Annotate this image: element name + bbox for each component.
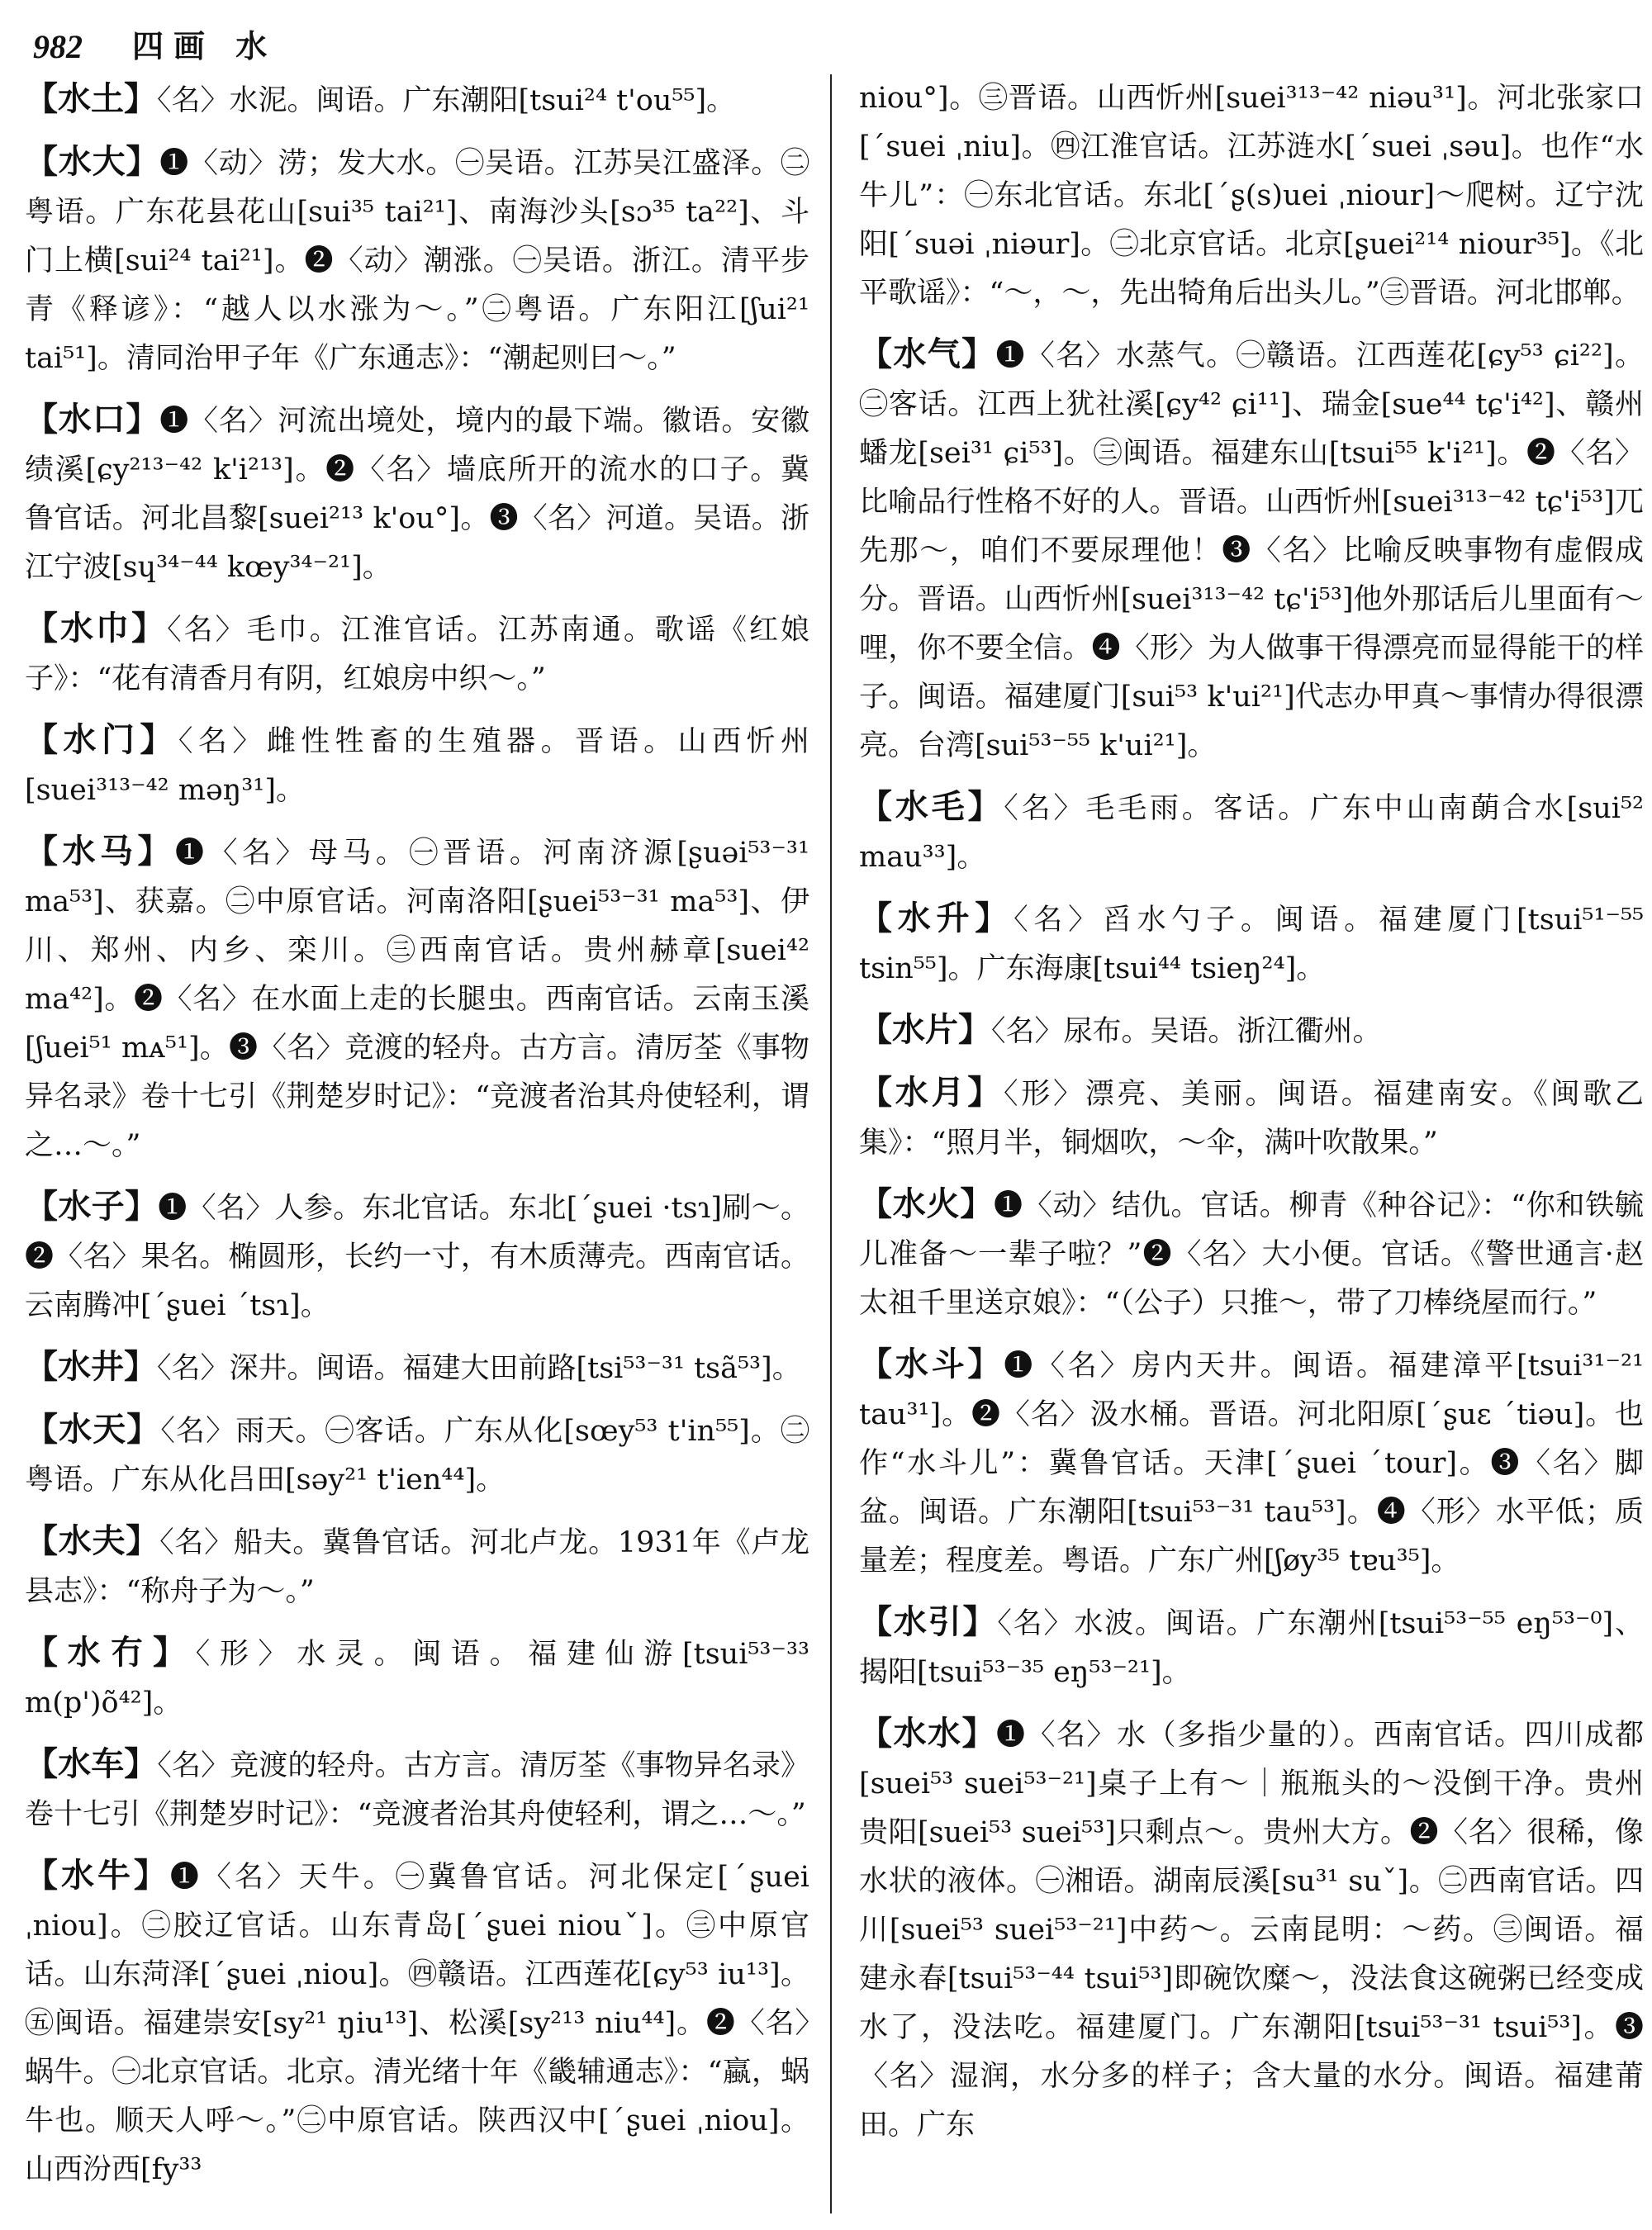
entry-headword: 【水引】 [859,1602,998,1641]
left-column [25,74,809,2213]
column-divider [830,74,832,2213]
entry-definition: 〈名〉船夫。冀鲁官话。河北卢龙。1931年《卢龙县志》：“称舟子为～。” [25,1526,809,1608]
entry-headword: 【水门】 [25,720,178,759]
entry-definition: 〈名〉尿布。吴语。浙江衢州。 [991,1015,1382,1048]
dictionary-entry [25,74,809,126]
dictionary-entry [859,782,1644,882]
entry-definition: ❶〈名〉母马。㊀晋语。河南济源[ʂuəi⁵³⁻³¹ ma⁵³]、获嘉。㊁中原官话。河南洛阳[ʂuei⁵³⁻³¹ ma⁵³]、伊川、郑州、内乡、栾川。㊂西南官话。贵州赫章[suei⁴² ma⁴²]。❷〈名〉在水面上走的长腿虫。西南官话。云南玉溪[ʃuei⁵¹ mᴀ⁵¹]。❸〈名〉竞渡的轻舟。古方言。清厉荃《事物异名录》卷十七引《荆楚岁时记》：“竞渡者治其舟使轻利，谓之…～。” [25,837,809,1162]
entry-definition: 〈名〉竞渡的轻舟。古方言。清厉荃《事物异名录》卷十七引《荆楚岁时记》：“竞渡者治其舟使轻利，谓之…～。” [25,1749,809,1831]
entry-definition: 〈名〉舀水勺子。闽语。福建厦门[tsui⁵¹⁻⁵⁵ tsin⁵⁵]。广东海康[tsui⁴⁴ tsieŋ²⁴]。 [859,904,1644,985]
entry-headword: 【水夫】 [25,1521,160,1560]
dictionary-entry [25,1342,809,1393]
dictionary-entry [25,137,809,383]
entry-definition: 〈形〉水灵。闽语。福建仙游[tsui⁵³⁻³³ m(p')õ⁴²]。 [25,1638,809,1720]
entry-headword: 【水气】 [859,334,996,373]
entry-definition: 〈名〉雌性牲畜的生殖器。晋语。山西忻州[suei³¹³⁻⁴² məŋ³¹]。 [25,725,809,807]
page-number: 982 [33,28,83,65]
entry-definition: ❶〈名〉房内天井。闽语。福建漳平[tsui³¹⁻²¹ tau³¹]。❷〈名〉汲水桶。晋语。河北阳原[ˊʂuɛ ˊtiəu]。也作“水斗儿”：冀鲁官话。天津[ˊʂuei ˊtour]。❸〈名〉脚盆。闽语。广东潮阳[tsui⁵³⁻³¹ tau⁵³]。❹〈形〉水平低；质量差；程度差。粤语。广东广州[ʃøy³⁵ tɐu³⁵]。 [859,1350,1644,1578]
entry-definition: 〈名〉水泥。闽语。广东潮阳[tsui²⁴ t'ou⁵⁵]。 [157,84,736,117]
entry-headword: 【水子】 [25,1187,159,1226]
entry-headword: 【水巾】 [25,609,168,648]
entry-definition: ❶〈名〉水蒸气。㊀赣语。江西莲花[ɕy⁵³ ɕi²²]。㊁客话。江西上犹社溪[ɕy⁴² ɕi¹¹]、瑞金[sue⁴⁴ tɕ'i⁴²]、赣州蟠龙[sei³¹ ɕi⁵³]。㊂闽语。福建东山[tsui⁵⁵ k'i²¹]。❷〈名〉比喻品行性格不好的人。晋语。山西忻州[suei³¹³⁻⁴² tɕ'i⁵³]兀先那～，咱们不要尿理他！❸〈名〉比喻反映事物有虚假成分。晋语。山西忻州[suei³¹³⁻⁴² tɕ'i⁵³]他外那话后儿里面有～哩，你不要全信。❹〈形〉为人做事干得漂亮而显得能干的样子。闽语。福建厦门[sui⁵³ k'ui²¹]代志办甲真～事情办得很漂亮。台湾[sui⁵³⁻⁵⁵ k'ui²¹]。 [859,339,1644,762]
dictionary-entry [25,1405,809,1505]
right-column [859,74,1644,2213]
running-head: 四画 水 [132,27,278,64]
entry-headword: 【水牛】 [25,1856,170,1895]
entry-headword: 【水车】 [25,1744,158,1783]
entry-definition: 〈名〉雨天。㊀客话。广东从化[sœy⁵³ t'in⁵⁵]。㊁粤语。广东从化吕田[səy²¹ t'ien⁴⁴]。 [25,1415,809,1497]
entry-definition: 〈名〉毛毛雨。客话。广东中山南蓢合水[sui⁵² mau³³]。 [859,792,1644,874]
entry-definition: ❶〈动〉结仇。官话。柳青《种谷记》：“你和铁毓儿准备～一辈子啦？”❷〈名〉大小便。官话。《警世通言·赵太祖千里送京娘》：“（公子）只推～，带了刀棒绕屋而行。” [859,1189,1644,1320]
entry-definition: 〈名〉水波。闽语。广东潮州[tsui⁵³⁻⁵⁵ eŋ⁵³⁻⁰]、揭阳[tsui⁵³⁻³⁵ eŋ⁵³⁻²¹]。 [859,1607,1644,1689]
dictionary-entry [859,1709,1644,2150]
entry-headword: 【水土】 [25,79,157,118]
entry-headword: 【水大】 [25,142,160,181]
entry-headword: 【水冇】 [25,1633,196,1672]
entry-headword: 【水毛】 [859,787,1004,826]
dictionary-entry [25,1516,809,1616]
dictionary-entry [25,1628,809,1728]
entry-headword: 【水水】 [859,1714,996,1753]
entry-headword: 【水天】 [25,1410,161,1449]
entry-headword: 【水火】 [859,1184,995,1223]
entry-definition: niou°]。㊂晋语。山西忻州[suei³¹³⁻⁴² niəu³¹]。河北张家口[ˊsuei ˌniu]。㊃江淮官话。江苏涟水[ˊsuei ˌsəu]。也作“水牛儿”：㊀东北官话。东北[ˊʂ(s)uei ˌniour]～爬树。辽宁沈阳[ˊsuəi ˌniəur]。㊁北京官话。北京[ʂuei²¹⁴ niour³⁵]。《北平歌谣》：“～，～，先出犄角后出头儿。”㊂晋语。河北邯郸。 [859,82,1644,310]
entry-definition: 〈形〉漂亮、美丽。闽语。福建南安。《闽歌乙集》：“照月半，铜烟吹，～伞，满叶吹散果。” [859,1078,1644,1160]
dictionary-entry [859,1068,1644,1168]
entry-headword: 【水升】 [859,899,1014,937]
dictionary-entry [25,827,809,1170]
dictionary-entry [859,1179,1644,1328]
entry-definition: ❶〈名〉水（多指少量的）。西南官话。四川成都[suei⁵³ suei⁵³⁻²¹]桌子上有～｜瓶瓶头的～没倒干净。贵州贵阳[suei⁵³ suei⁵³]只剩点～。贵州大方。❷〈名〉很稀，像水状的液体。㊀湘语。湖南辰溪[su³¹ suˇ]。㊁西南官话。四川[suei⁵³ suei⁵³⁻²¹]中药～。云南昆明：～药。㊂闽语。福建永春[tsui⁵³⁻⁴⁴ tsui⁵³]即碗饮糜～，没法食这碗粥已经变成水了，没法吃。福建厦门。广东潮阳[tsui⁵³⁻³¹ tsui⁵³]。❸〈名〉湿润，水分多的样子；含大量的水分。闽语。福建莆田。广东 [859,1719,1644,2142]
dictionary-entry [859,330,1644,771]
entry-definition: ❶〈名〉人参。东北官话。东北[ˊʂuei ·tsɿ]刷～。❷〈名〉果名。椭圆形，长约一寸，有木质薄壳。西南官话。云南腾冲[ˊʂuei ˊtsɿ]。 [25,1192,809,1322]
entry-headword: 【水斗】 [859,1345,1004,1383]
dictionary-entry [859,894,1644,994]
page-header [33,15,1619,66]
dictionary-entry [25,604,809,704]
dictionary-entry-continued [859,74,1644,318]
dictionary-entry [25,1739,809,1839]
entry-headword: 【水片】 [859,1010,991,1049]
entry-headword: 【水口】 [25,400,160,439]
entry-definition: 〈名〉深井。闽语。福建大田前路[tsi⁵³⁻³¹ tsã⁵³]。 [157,1352,801,1385]
dictionary-entry [25,715,809,815]
dictionary-entry [859,1597,1644,1697]
dictionary-entry [25,1851,809,2194]
entry-definition: ❶〈名〉天牛。㊀冀鲁官话。河北保定[ˊʂuei ˌniou]。㊁胶辽官话。山东青岛[ˊʂuei niouˇ]。㊂中原官话。山东菏泽[ˊʂuei ˌniou]。㊃赣语。江西莲花[ɕy⁵³ iu¹³]。㊄闽语。福建崇安[sy²¹ ŋiu¹³]、松溪[sy²¹³ niu⁴⁴]。❷〈名〉蜗牛。㊀北京官话。北京。清光绪十年《畿辅通志》：“蠃，蜗牛也。顺天人呼～。”㊁中原官话。陕西汉中[ˊʂuei ˌniou]。山西汾西[fy³³ [25,1861,809,2186]
entry-headword: 【水月】 [859,1073,1004,1112]
entry-definition: ❶〈名〉河流出境处，境内的最下端。徽语。安徽绩溪[ɕy²¹³⁻⁴² k'i²¹³]。❷〈名〉墙底所开的流水的口子。冀鲁官话。河北昌黎[suei²¹³ k'ou°]。❸〈名〉河道。吴语。浙江宁波[sɥ³⁴⁻⁴⁴ kœy³⁴⁻²¹]。 [25,405,809,584]
dictionary-entry [25,395,809,592]
dictionary-entry [859,1005,1644,1056]
entry-definition: ❶〈动〉涝；发大水。㊀吴语。江苏吴江盛泽。㊁粤语。广东花县花山[sui³⁵ tai²¹]、南海沙头[sɔ³⁵ ta²²]、斗门上横[sui²⁴ tai²¹]。❷〈动〉潮涨。㊀吴语。浙江。清平步青《释谚》：“越人以水涨为～。”㊁粤语。广东阳江[ʃui²¹ tai⁵¹]。清同治甲子年《广东通志》：“潮起则曰～。” [25,147,809,375]
dictionary-entry [859,1340,1644,1586]
dictionary-entry [25,1182,809,1331]
entry-definition: 〈名〉毛巾。江淮官话。江苏南通。歌谣《红娘子》：“花有清香月有阴，红娘房中织～。” [25,614,809,695]
entry-headword: 【水井】 [25,1347,157,1386]
entry-headword: 【水马】 [25,832,175,871]
